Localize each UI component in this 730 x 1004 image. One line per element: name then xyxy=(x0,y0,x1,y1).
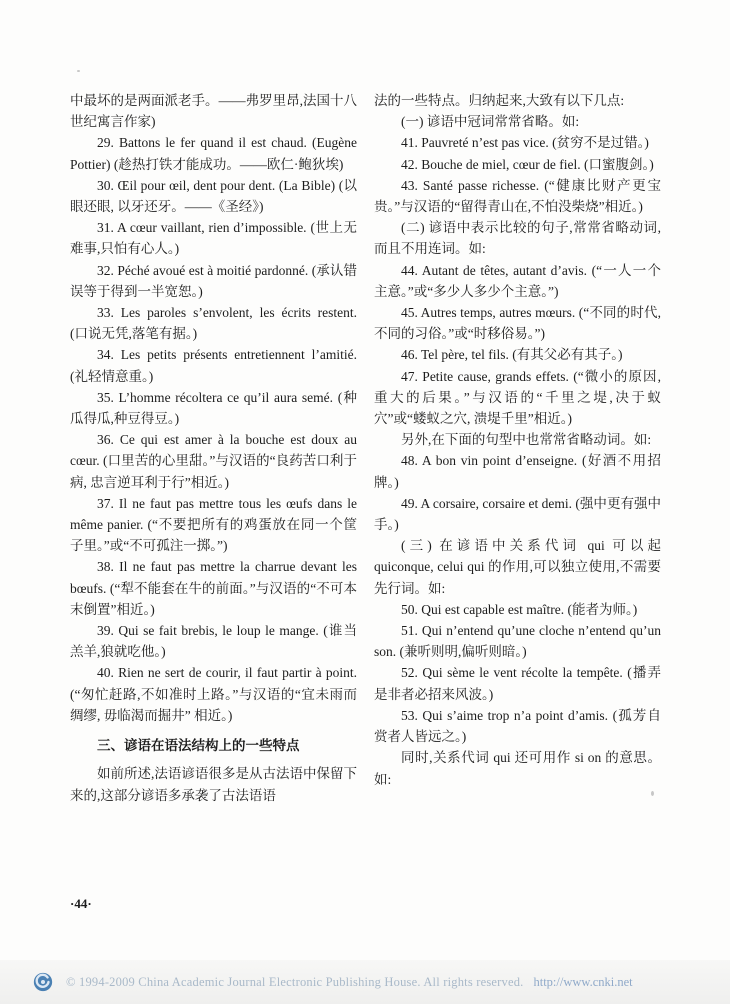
footer-bar xyxy=(0,960,730,1004)
paragraph: 38. Il ne faut pas mettre la charrue devant les bœufs. (“犁不能套在牛的前面。”与汉语的“不可本末倒置”相近。) xyxy=(70,559,357,617)
paragraph: 33. Les paroles s’envolent, les écrits restent. (口说无凭,落笔有据。) xyxy=(70,305,357,342)
paragraph: 40. Rien ne sert de courir, il faut partir à point. (“匆忙赶路,不如准时上路。”与汉语的“宜未雨而绸缪, 毋临渴而掘井” 相近。) xyxy=(70,665,357,723)
paragraph: 35. L’homme récoltera ce qu’il aura semé. (种瓜得瓜,种豆得豆。) xyxy=(70,389,357,427)
paragraph: 如前所述,法语谚语很多是从古法语中保留下来的,这部分谚语多承袭了古法语语 xyxy=(70,766,357,803)
paragraph: 30. Œil pour œil, dent pour dent. (La Bible) (以眼还眼, 以牙还牙。——《圣经》) xyxy=(70,177,357,215)
paragraph: (二) 谚语中表示比较的句子,常常省略动词,而且不用连词。如: xyxy=(374,220,661,257)
paragraph: 中最坏的是两面派老手。——弗罗里昂,法国十八世纪寓言作家) xyxy=(70,93,357,130)
paragraph: 48. A bon vin point d’enseigne. (好酒不用招牌。) xyxy=(374,453,661,490)
paragraph: 34. Les petits présents entretiennent l’amitié. (礼轻情意重。) xyxy=(70,347,357,384)
paragraph: 法的一些特点。归纳起来,大致有以下几点: xyxy=(374,93,625,108)
paragraph: 46. Tel père, tel fils. (有其父必有其子。) xyxy=(401,347,623,363)
paragraph: 36. Ce qui est amer à la bouche est doux au cœur. (口里苦的心里甜。”与汉语的“良药苦口利于病, 忠言逆耳利于行”相近。) xyxy=(70,432,357,490)
paragraph: 49. A corsaire, corsaire et demi. (强中更有强中手。) xyxy=(374,495,661,533)
paragraph: 另外,在下面的句型中也常常省略动词。如: xyxy=(401,432,652,448)
paragraph: 47. Petite cause, grands effets. (“微小的原因, 重大的后果。”与汉语的“千里之堤,决于蚁穴”或“蝼蚁之穴, 溃堤千里”相近。) xyxy=(374,368,661,427)
paragraph: (一) 谚语中冠词常常省略。如: xyxy=(401,114,580,130)
column-left xyxy=(70,90,357,806)
paragraph: (三) 在谚语中关系代词 qui 可以起 quiconque, celui qui 的作用,可以独立使用,不需要先行词。如: xyxy=(374,538,661,596)
page-number: ·44· xyxy=(70,896,92,911)
scan-artifact xyxy=(651,791,654,796)
section-heading: 三、谚语在语法结构上的一些特点 xyxy=(97,738,300,754)
paragraph: 37. Il ne faut pas mettre tous les œufs dans le même panier. (“不要把所有的鸡蛋放在同一个筐子里。”或“不可孤注一掷。”) xyxy=(70,495,357,554)
paragraph: 41. Pauvreté n’est pas vice. (贫穷不是过错。) xyxy=(401,135,649,151)
copyright-text: © 1994-2009 China Academic Journal Electronic Publishing House. All rights reserved. xyxy=(66,974,524,989)
paragraph: 32. Péché avoué est à moitié pardonné. (承认错误等于得到一半宽恕。) xyxy=(70,262,357,299)
paragraph: 53. Qui s’aime trop n’a point d’amis. (孤芳自赏者人皆远之。) xyxy=(374,707,661,745)
paragraph: 31. A cœur vaillant, rien d’impossible. (世上无难事,只怕有心人。) xyxy=(70,220,357,257)
paragraph: 29. Battons le fer quand il est chaud. (Eugène Pottier) (趁热打铁才能成功。——欧仁·鲍狄埃) xyxy=(70,135,357,172)
paragraph: 45. Autres temps, autres mœurs. (“不同的时代,不同的习俗。”或“时移俗易。”) xyxy=(374,305,661,342)
paragraph: 39. Qui se fait brebis, le loup le mange. (谁当羔羊,狼就吃他。) xyxy=(70,623,357,660)
paragraph: 同时,关系代词 qui 还可用作 si on 的意思。如: xyxy=(374,750,661,787)
paragraph: 43. Santé passe richesse. (“健康比财产更宝贵。”与汉语的“留得青山在,不怕没柴烧”相近。) xyxy=(374,177,661,215)
cnki-url-link[interactable]: http://www.cnki.net xyxy=(533,974,633,989)
paragraph: 51. Qui n’entend qu’une cloche n’entend qu’un son. (兼听则明,偏听则暗。) xyxy=(374,623,661,660)
paragraph: 52. Qui sème le vent récolte la tempête. (播弄是非者必招来风波。) xyxy=(374,665,661,702)
scan-artifact xyxy=(77,70,80,72)
paragraph: 42. Bouche de miel, cœur de fiel. (口蜜腹剑。) xyxy=(401,156,654,172)
cnki-logo-icon xyxy=(32,971,54,993)
paragraph: 50. Qui est capable est maître. (能者为师。) xyxy=(401,601,638,617)
column-right xyxy=(374,90,661,790)
paragraph: 44. Autant de têtes, autant d’avis. (“一人一个主意。”或“多少人多少个主意。”) xyxy=(374,262,661,299)
